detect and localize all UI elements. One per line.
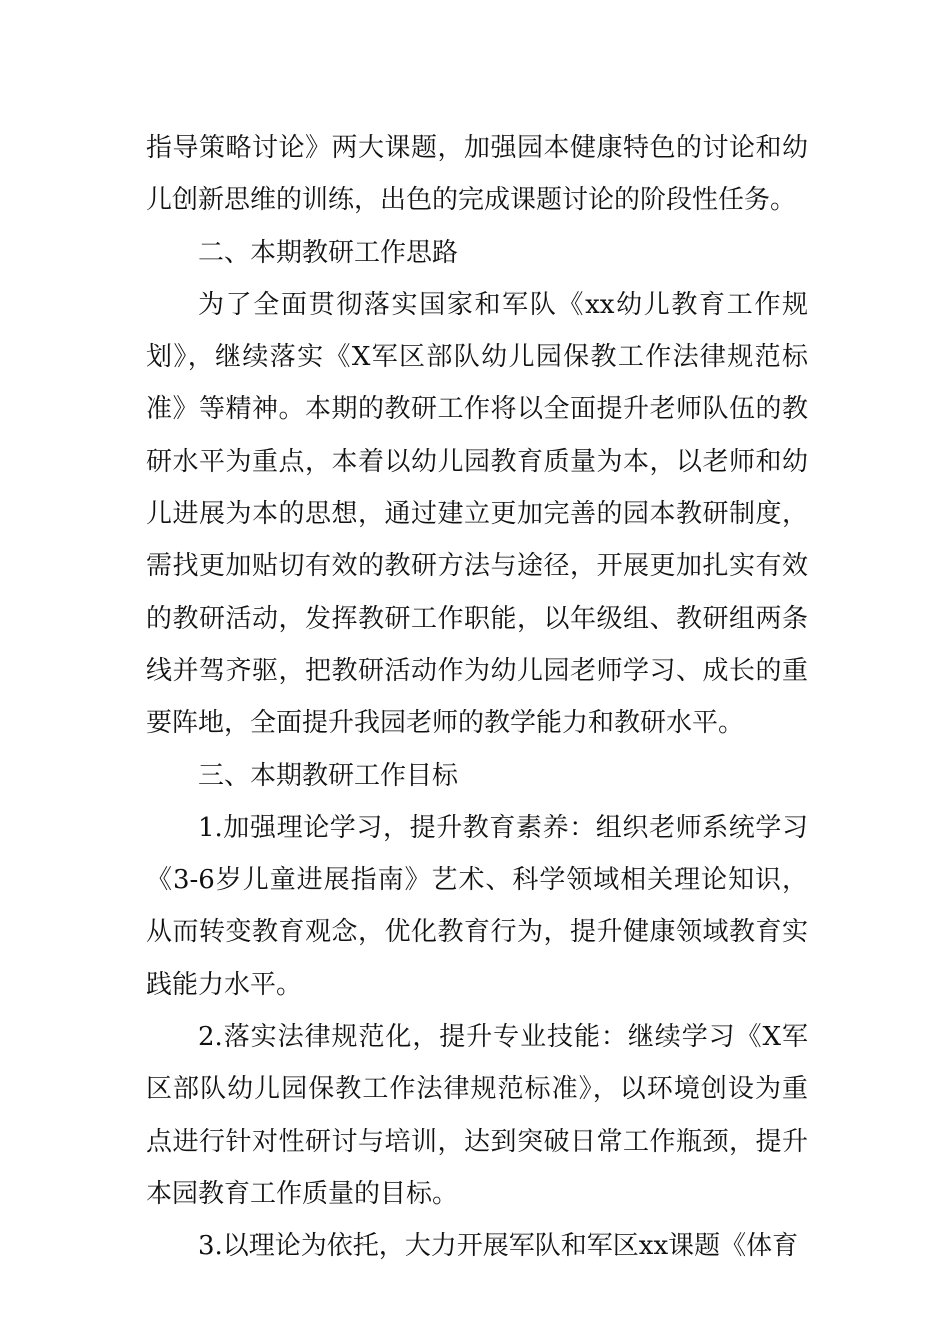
paragraph: 指导策略讨论》两大课题，加强园本健康特色的讨论和幼儿创新思维的训练，出色的完成课题讨论的阶段性任务。 [146,133,808,216]
paragraph: 3.以理论为依托，大力开展军队和军区xx课题《体育 [198,1231,799,1262]
section-heading: 二、本期教研工作思路 [198,237,459,268]
section-heading: 三、本期教研工作目标 [198,760,459,791]
document-body [146,122,808,1273]
paragraph: 1.加强理论学习，提升教育素养：组织老师系统学习《3-6岁儿童进展指南》艺术、科学领域相关理论知识，从而转变教育观念，优化教育行为，提升健康领域教育实践能力水平。 [146,812,808,1000]
paragraph: 为了全面贯彻落实国家和军队《xx幼儿教育工作规划》，继续落实《X军区部队幼儿园保教工作法律规范标准》等精神。本期的教研工作将以全面提升老师队伍的教研水平为重点，本着以幼儿园教育质量为本，以老师和幼儿进展为本的思想，通过建立更加完善的园本教研制度，需找更加贴切有效的教研方法与途径，开展更加扎实有效的教研活动，发挥教研工作职能，以年级组、教研组两条线并驾齐驱，把教研活动作为幼儿园老师学习、成长的重要阵地，全面提升我园老师的教学能力和教研水平。 [146,289,808,739]
paragraph: 2.落实法律规范化，提升专业技能：继续学习《X军区部队幼儿园保教工作法律规范标准》，以环境创设为重点进行针对性研讨与培训，达到突破日常工作瓶颈，提升本园教育工作质量的目标。 [146,1022,808,1209]
